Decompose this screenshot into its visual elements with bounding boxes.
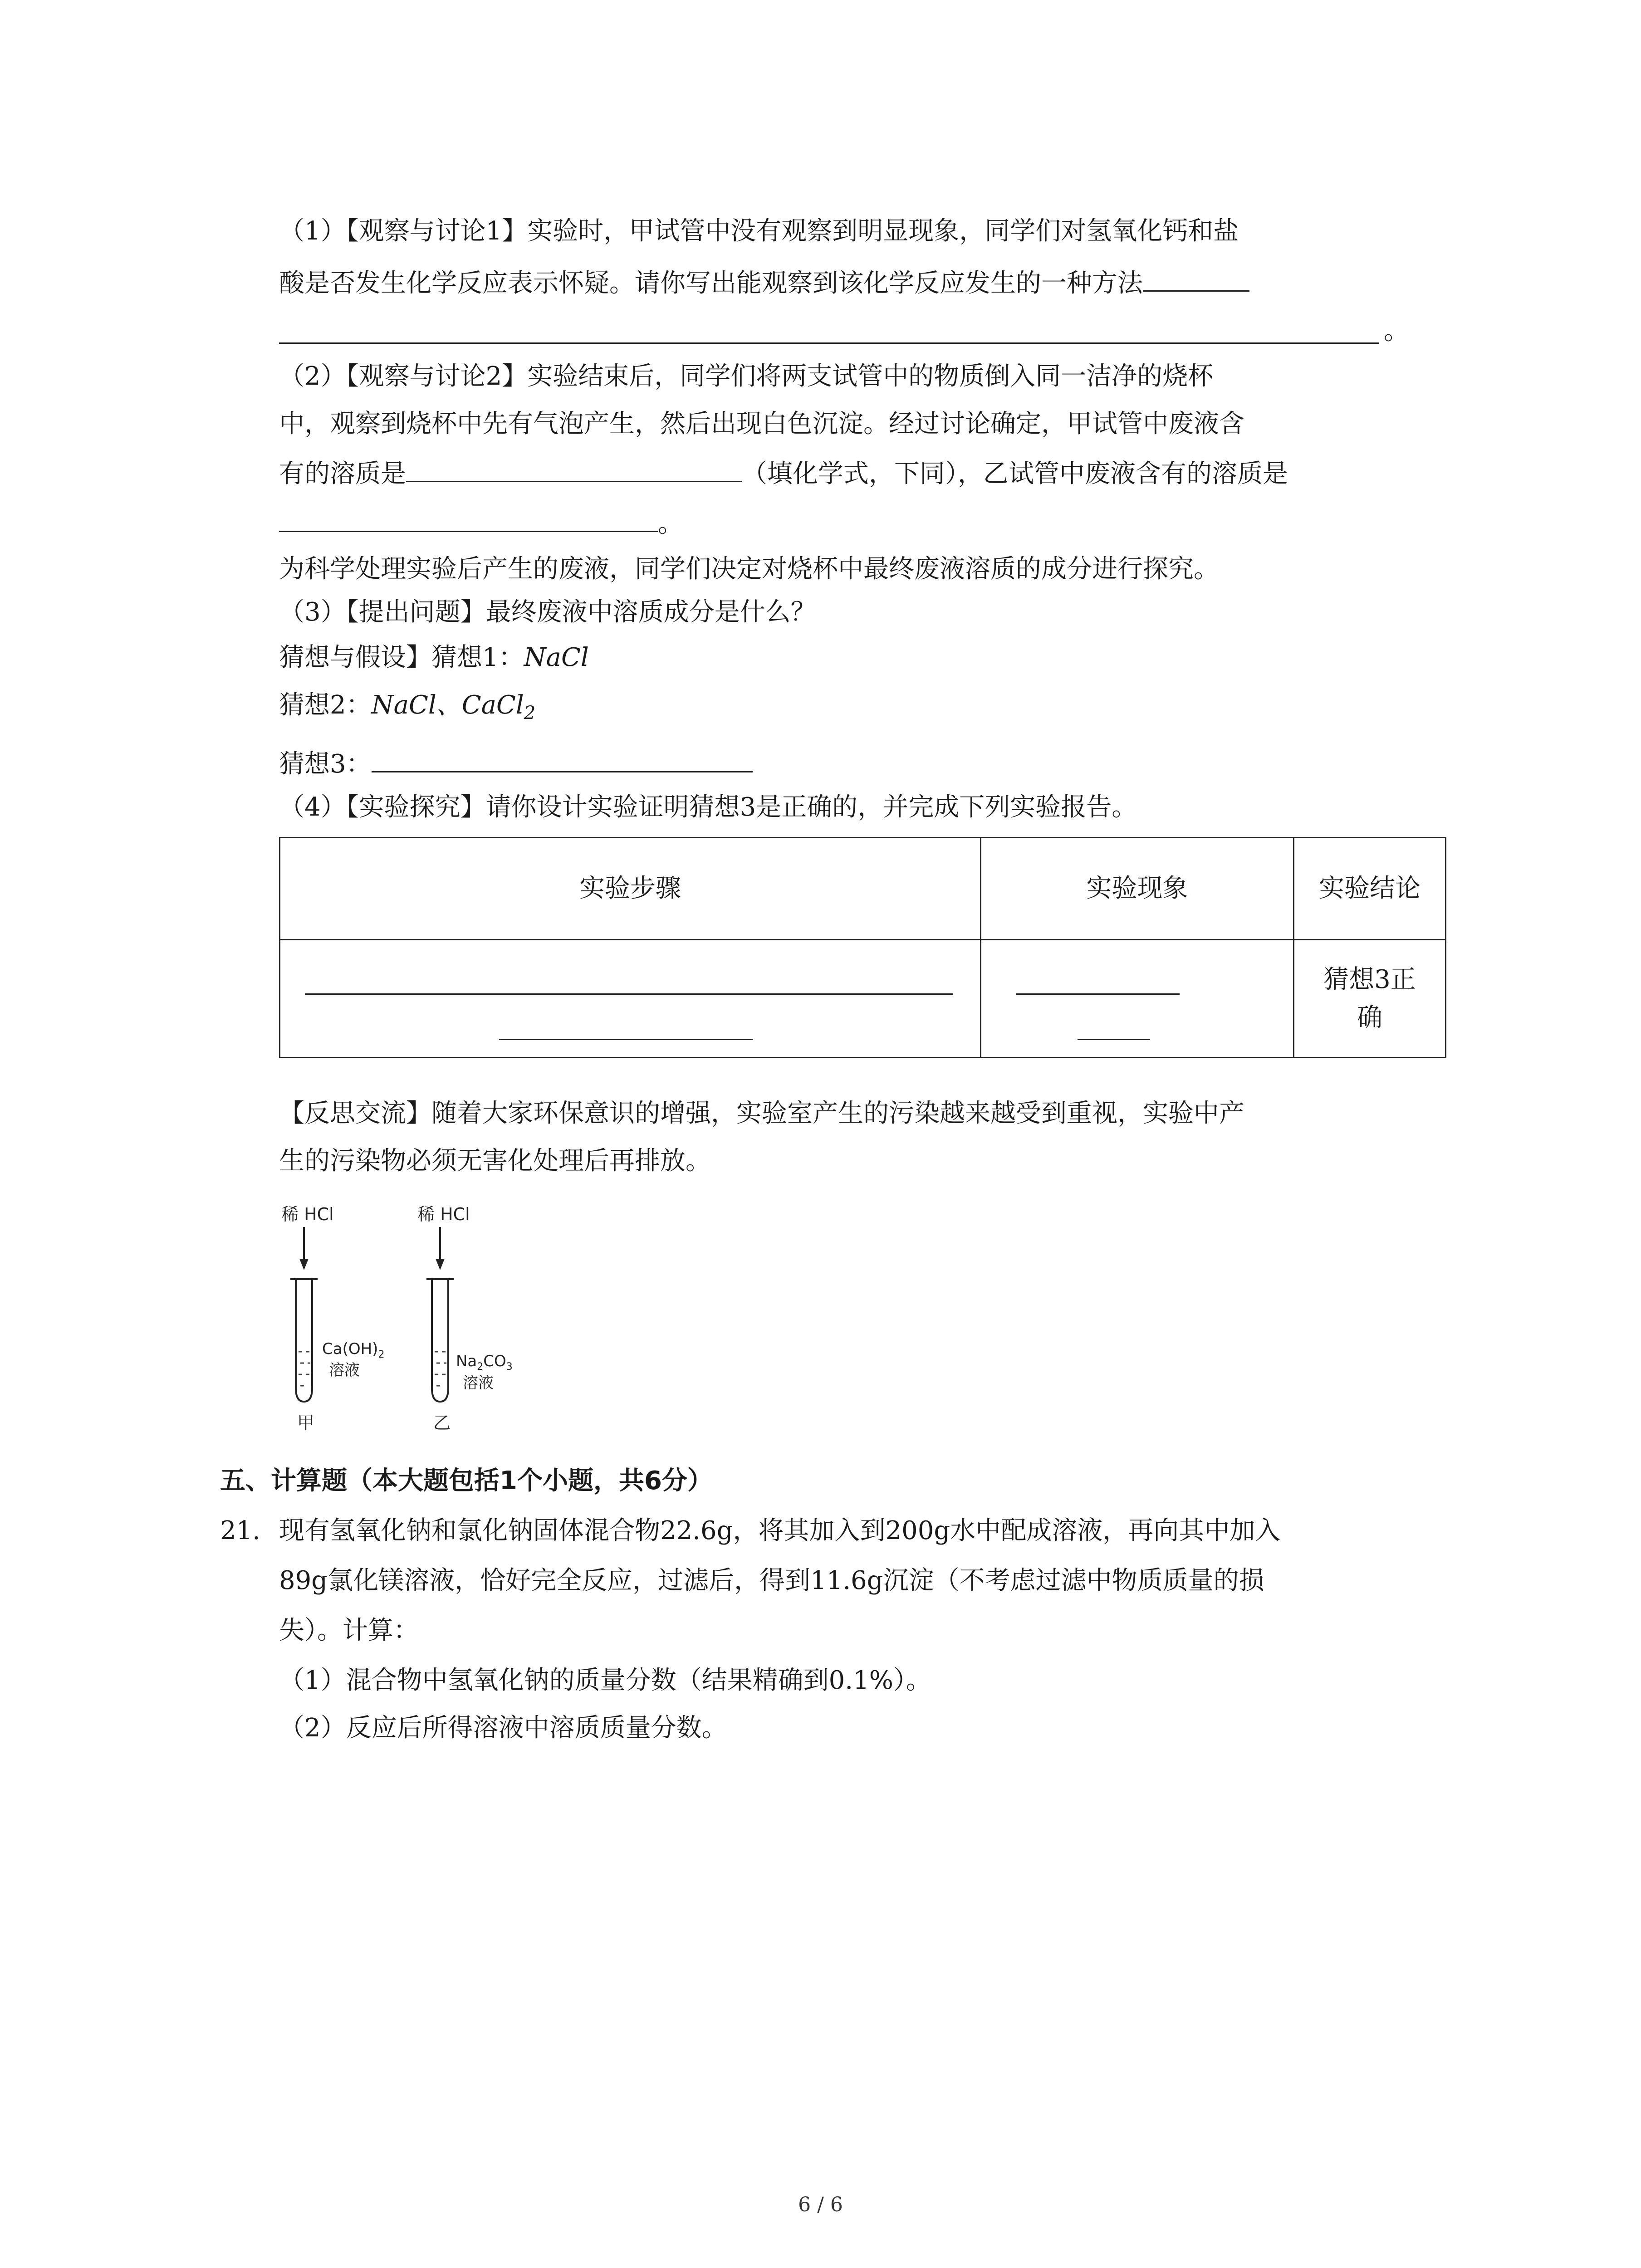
h2-sub: 2 [524,703,536,724]
q1-answer-blank-1[interactable] [1143,263,1249,292]
q3-hypothesis-3 [279,744,753,782]
q3-hypothesis-2 [279,687,535,731]
q21-sub1: （1）混合物中氢氧化钠的质量分数（结果精确到0.1%）。 [279,1666,931,1695]
q21-number: 21. [220,1516,261,1545]
reagent-right-label: 稀 HCl [417,1204,470,1224]
table-row [280,940,1446,1058]
h1-label: 猜想与假设】猜想1： [279,643,524,672]
h2-label: 猜想2： [279,690,372,720]
q2-line3 [279,454,1288,492]
tube-right [432,1279,448,1402]
header-phenomenon: 实验现象 [981,838,1294,940]
tube-right-label: 乙 [433,1413,451,1433]
q2-line2: 中，观察到烧杯中先有气泡产生，然后出现白色沉淀。经过讨论确定，甲试管中废液含 [279,409,1244,439]
phenomenon-answer-line-1[interactable] [1016,993,1180,995]
q1-line1: （1）【观察与讨论1】实验时，甲试管中没有观察到明显现象，同学们对氢氧化钙和盐 [279,216,1239,246]
q21-line2: 89g氯化镁溶液，恰好完全反应，过滤后，得到11.6g沉淀（不考虑过滤中物质质量的损 [279,1566,1264,1595]
q2-line1: （2）【观察与讨论2】实验结束后，同学们将两支试管中的物质倒入同一洁净的烧杯 [279,362,1214,391]
q1-line2 [279,263,1249,302]
header-conclusion: 实验结论 [1294,838,1446,940]
q2-blank-jia[interactable] [406,454,742,482]
table-header-row [280,838,1446,940]
phenomenon-answer-line-2[interactable] [1078,1039,1150,1040]
h2-formula: NaCl、CaCl [371,690,524,720]
section5-heading: 五、计算题（本大题包括1个小题，共6分） [220,1466,713,1496]
tube-left [296,1279,312,1402]
q2-line3b: （填化学式，下同），乙试管中废液含有的溶质是 [742,459,1288,489]
reagent-left-label: 稀 HCl [281,1204,334,1224]
tube-left-liquid [299,1352,310,1386]
conclusion-cell: 猜想3正确 [1294,940,1446,1058]
h3-label: 猜想3： [279,749,372,779]
q1-line2-text: 酸是否发生化学反应表示怀疑。请你写出能观察到该化学反应发生的一种方法 [279,269,1143,298]
tube-right-liquid [435,1352,446,1386]
solution-left-word: 溶液 [329,1361,360,1379]
q2-line4 [279,503,683,542]
arrow-left-head [299,1259,309,1270]
reflection-line1: 【反思交流】随着大家环保意识的增强，实验室产生的污染越来越受到重视，实验中产 [279,1099,1244,1128]
arrow-right-head [436,1259,445,1270]
q1-answer-blank-2[interactable] [279,342,1379,344]
reflection-line2: 生的污染物必须无害化处理后再排放。 [279,1146,711,1176]
q21-line1: 现有氢氧化钠和氯化钠固体混合物22.6g，将其加入到200g水中配成溶液，再向其中加入 [279,1516,1281,1545]
test-tube-figure [272,1198,554,1433]
page-number: 6 / 6 [798,2193,843,2216]
q2-end: 。 [658,509,683,538]
experiment-report-table [279,837,1446,1058]
q2-blank-yi[interactable] [279,503,658,532]
h1-formula: NaCl [524,643,589,672]
solution-left-formula: $Ca(OH)_2$ [322,1340,385,1360]
h3-blank[interactable] [372,744,753,772]
steps-answer-line-2[interactable] [499,1039,753,1040]
tube-left-label: 甲 [297,1413,315,1433]
q1-end: 。 [1384,316,1409,346]
q3-hypothesis-1 [279,640,589,676]
q3-question: （3）【提出问题】最终废液中溶质成分是什么？ [279,597,816,627]
header-steps: 实验步骤 [280,838,981,940]
q21-sub2: （2）反应后所得溶液中溶质质量分数。 [279,1713,727,1743]
solution-right-word: 溶液 [463,1374,494,1392]
q21-line3: 失）。计算： [279,1616,419,1645]
solution-right-formula: $Na_2CO_3$ [456,1352,513,1373]
intro-text: 为科学处理实验后产生的废液，同学们决定对烧杯中最终废液溶质的成分进行探究。 [279,554,1219,584]
steps-answer-line-1[interactable] [305,993,953,995]
q2-line3a: 有的溶质是 [279,459,406,489]
q4-intro: （4）【实验探究】请你设计实验证明猜想3是正确的，并完成下列实验报告。 [279,792,1137,822]
